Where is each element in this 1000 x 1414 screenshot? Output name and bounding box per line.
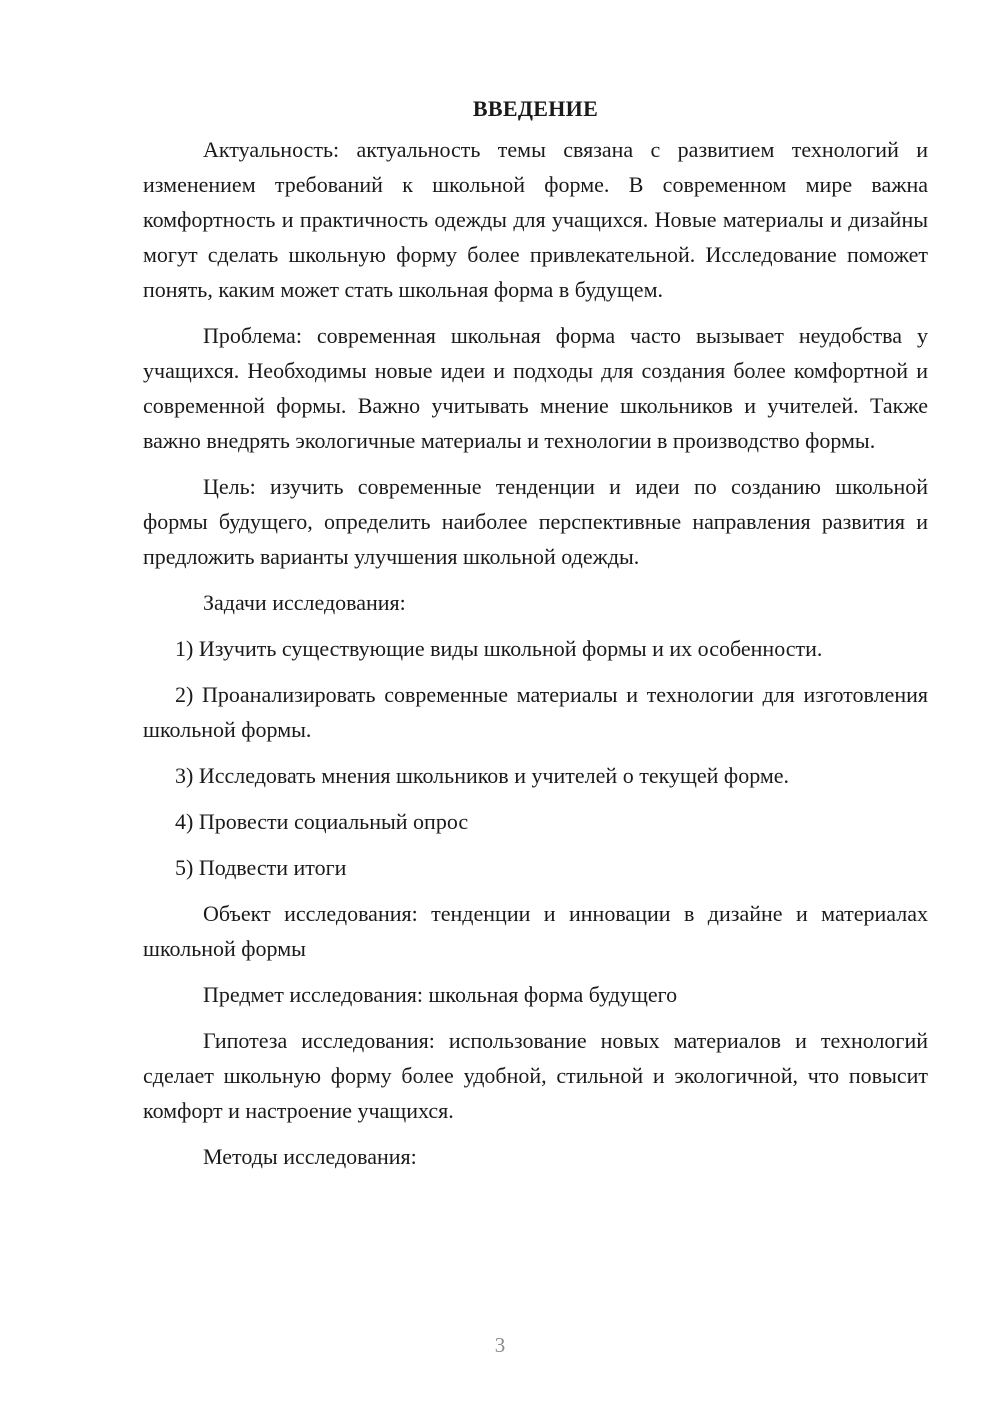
paragraph-subject: Предмет исследования: школьная форма будущего (203, 982, 678, 1007)
task-item-4: 4) Провести социальный опрос (175, 809, 469, 834)
paragraph-hypothesis: Гипотеза исследования: использование новых материалов и технологий сделает школьную форму более удобной, стильной и экологичной, что повысит комфорт и настроение учащихся. (143, 1028, 928, 1123)
task-item-5: 5) Подвести итоги (175, 855, 347, 880)
paragraph-relevance: Актуальность: актуальность темы связана с развитием технологий и изменением требований к школьной форме. В современном мире важна комфортность и практичность одежды для учащихся. Новые материалы и дизайны могут сделать школьную форму более привлекательной. Исследование поможет понять, каким может стать школьная форма в будущем. (143, 137, 928, 302)
paragraph-goal: Цель: изучить современные тенденции и идеи по созданию школьной формы будущего, определить наиболее перспективные направления развития и предложить варианты улучшения школьной одежды. (143, 474, 928, 569)
task-item-3: 3) Исследовать мнения школьников и учителей о текущей форме. (175, 763, 790, 788)
page-number: 3 (494, 1333, 506, 1357)
document-title: ВВЕДЕНИЕ (472, 96, 599, 121)
paragraph-object: Объект исследования: тенденции и инновации в дизайне и материалах школьной формы (143, 901, 928, 961)
document-page (143, 92, 928, 1185)
tasks-heading: Задачи исследования: (203, 590, 406, 615)
methods-heading: Методы исследования: (203, 1144, 417, 1169)
task-item-2: 2) Проанализировать современные материалы и технологии для изготовления школьной формы. (143, 682, 928, 742)
paragraph-problem: Проблема: современная школьная форма часто вызывает неудобства у учащихся. Необходимы новые идеи и подходы для создания более комфортной и современной формы. Важно учитывать мнение школьников и учителей. Также важно внедрять экологичные материалы и технологии в производство формы. (143, 323, 928, 453)
task-item-1: 1) Изучить существующие виды школьной формы и их особенности. (175, 636, 823, 661)
